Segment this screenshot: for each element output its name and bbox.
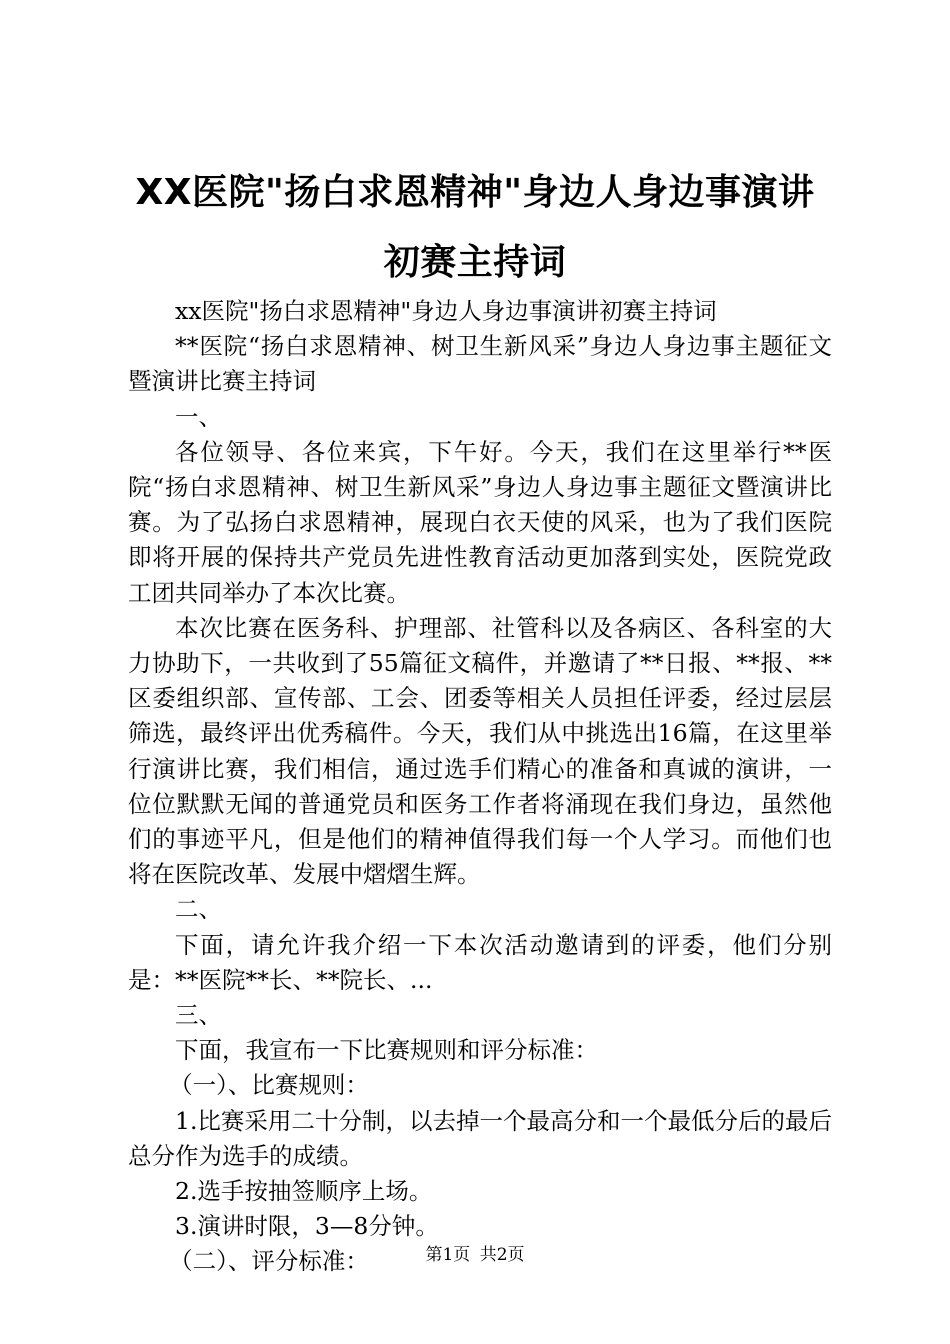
paragraph-full-title: **医院“扬白求恩精神、树卫生新风采”身边人身边事主题征文暨演讲比赛主持词 bbox=[128, 332, 832, 396]
section-heading-2: 二、 bbox=[175, 895, 222, 924]
section-heading-1: 一、 bbox=[175, 402, 222, 431]
paragraph-rules-intro: 下面，我宣布一下比赛规则和评分标准： bbox=[175, 1036, 598, 1065]
page-number: 第1页 bbox=[425, 1245, 471, 1265]
paragraph-opening: 各位领导、各位来宾，下午好。今天，我们在这里举行**医院“扬白求恩精神、树卫生新风采”身边人身边事主题征文暨演讲比赛。为了弘扬白求恩精神，展现白衣天使的风采，也为了我们医院即将开展的保持共产党员先进性教育活动更加落到实处，医院党政工团共同举办了本次比赛。 bbox=[128, 437, 832, 607]
document-body bbox=[128, 294, 832, 1280]
document-title: XX医院"扬白求恩精神"身边人身边事演讲初赛主持词 bbox=[135, 172, 815, 283]
paragraph-judges: 下面，请允许我介绍一下本次活动邀请到的评委，他们分别是：**医院**长、**院长、... bbox=[128, 930, 832, 994]
rule-item-1: 1.比赛采用二十分制，以去掉一个最高分和一个最低分后的最后总分作为选手的成绩。 bbox=[128, 1106, 832, 1170]
paragraph-subtitle: xx医院"扬白求恩精神"身边人身边事演讲初赛主持词 bbox=[175, 297, 717, 325]
subheading-scoring: （二）、评分标准： bbox=[169, 1247, 369, 1276]
paragraph-background: 本次比赛在医务科、护理部、社管科以及各病区、各科室的大力协助下，一共收到了55篇征文稿件，并邀请了**日报、**报、**区委组织部、宣传部、工会、团委等相关人员担任评委，经过层层筛选，最终评出优秀稿件。今天，我们从中挑选出16篇，在这里举行演讲比赛，我们相信，通过选手们精心的准备和真诚的演讲，一位位默默无闻的普通党员和医务工作者将涌现在我们身边，虽然他们的事迹平凡，但是他们的精神值得我们每一个人学习。而他们也将在医院改革、发展中熠熠生辉。 bbox=[128, 613, 832, 889]
subheading-rules: （一）、比赛规则： bbox=[169, 1071, 369, 1100]
section-heading-3: 三、 bbox=[175, 1001, 222, 1030]
page-footer bbox=[0, 1243, 950, 1267]
rule-item-2: 2.选手按抽签顺序上场。 bbox=[175, 1177, 433, 1206]
rule-item-3: 3.演讲时限，3—8分钟。 bbox=[175, 1212, 439, 1241]
page-total: 共2页 bbox=[479, 1245, 525, 1265]
